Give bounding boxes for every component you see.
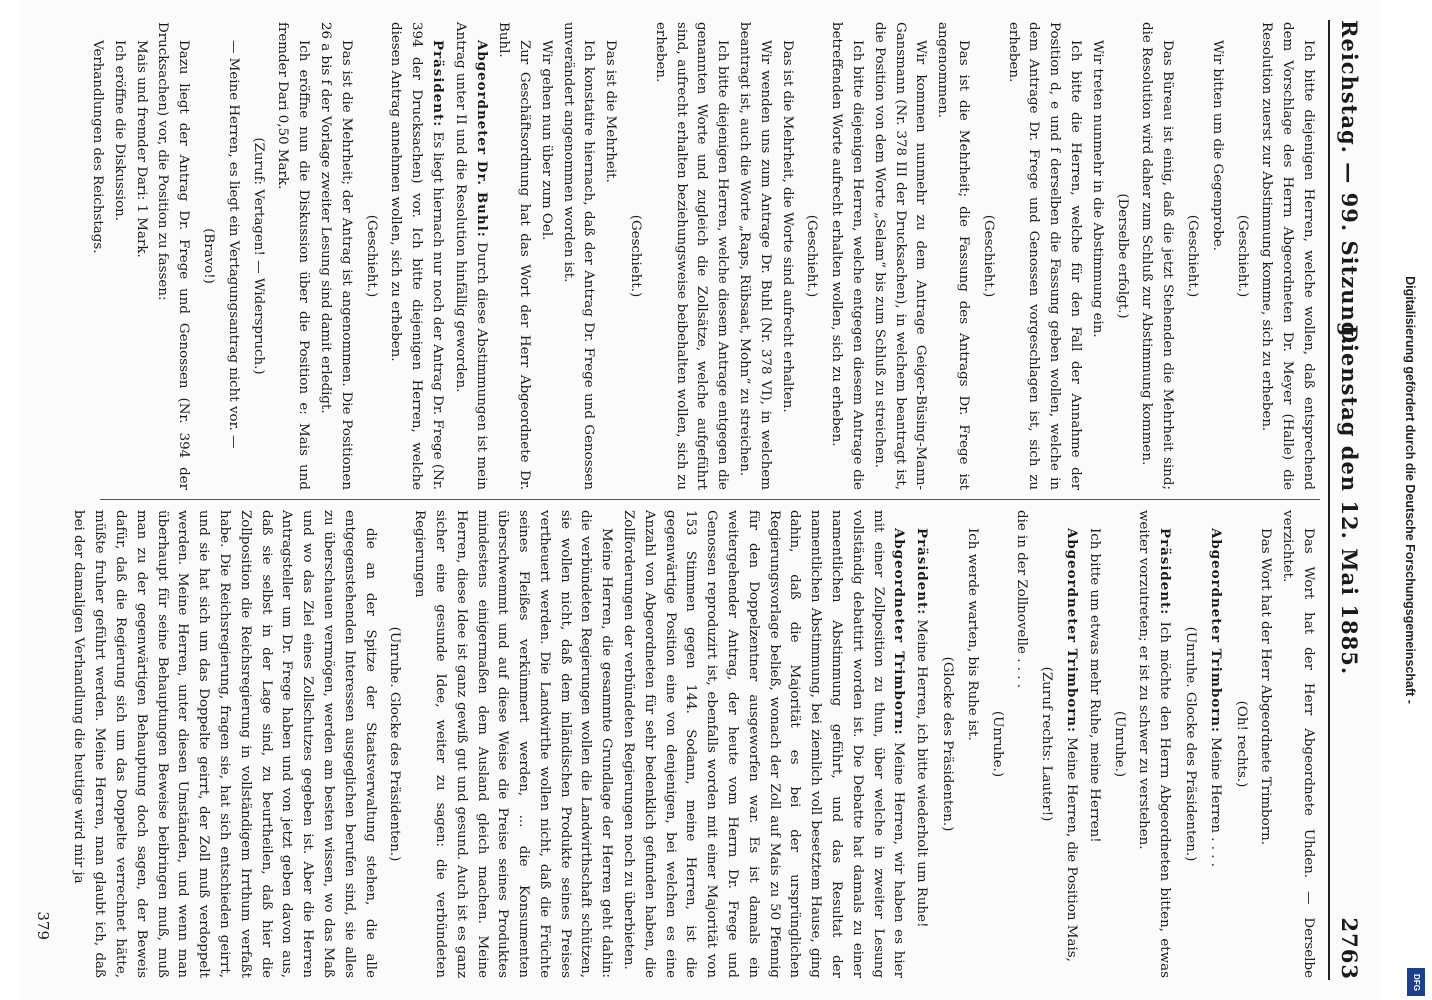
paragraph-text: Meine Herren . . . . xyxy=(1207,737,1223,867)
paragraph-text: Wir bitten um die Gegenprobe. xyxy=(1209,40,1225,252)
paragraph-text: die an der Spitze der Staatsverwaltung stehen, die alle entgegenstehenden Interessen ausgeglichen berufen sind, sie alles zu überschauen vermögen, werden am besten wissen, wo das Maß und wo das Ziel eines Zollschutzes gegeben ist. Aber die Herren Antragsteller um Dr. Frege haben und von jetzt geben davon aus, daß sie selbst in der Lage sind, zu beurtheilen, daß hier die Zollposition die Reichsregierung in vollständigem Irrthum verfaßt habe. Die Reichsregierung, fragen sie, hat sich entschieden geirrt, und sie hat sich um das Doppelte geirrt, der Zoll muß verdoppelt werden. Meine Herren, unter diesen Umständen, und wenn man überhaupt für seine Behauptungen Beweise beibringen muß, muß man zu der gegenwärtigen Behauptung doch sagen, der Beweis dafür, daß die Regierung sich um das Doppelte verrechnet hätte, müßte fruher geführt werden. Meine Herren, man glaubt ich, daß bei der damaligen Verhandlung die heutige wird mir ja xyxy=(71,510,378,978)
paragraph-text: (Geschieht.) xyxy=(628,214,644,298)
paragraph xyxy=(1011,510,1032,978)
paragraph-text: (Geschieht.) xyxy=(1234,214,1250,298)
paragraph-text: (Geschieht.) xyxy=(363,214,379,298)
paragraph xyxy=(1276,510,1318,978)
paragraph-text: Zur Geschäftsordnung hat das Wort der Herr Abgeordnete Dr. Buhl. xyxy=(496,22,533,490)
stage-direction xyxy=(1108,510,1129,978)
paragraph xyxy=(825,22,867,490)
paragraph xyxy=(535,22,556,490)
paragraph xyxy=(130,22,151,490)
paragraph-text: (Zuruf rechts: Lauter!) xyxy=(1039,666,1055,822)
stage-direction xyxy=(1230,510,1251,978)
paragraph-text: Ich bitte um etwas mehr Ruhe, meine Herren! xyxy=(1086,528,1102,843)
newspaper-page xyxy=(20,0,1380,1000)
paragraph xyxy=(493,22,535,490)
paragraph xyxy=(108,22,129,490)
paragraph-text: (Unruhe. Glocke des Präsidenten.) xyxy=(387,626,403,862)
speaker-name: Präsident: xyxy=(914,528,931,616)
paragraph xyxy=(86,22,107,490)
paragraph-text: die in der Zollnovelle . . . . xyxy=(1014,510,1030,689)
paragraph-text: Ich möchte den Herrn Abgeordneten bitten, etwas weiter vorzutreten; er ist zu schwer zu verstehen. xyxy=(1136,510,1173,978)
paragraph-text: Meine Herren, wir haben es hier mit einer Zollposition zu thun, über welche in zweiter Lesung vollständig debattirt worden ist. Die Debatte hat damals zu einer namentlichen Abstimmung geführt, und das Resultat der namentlichen Abstimmung, bei ziemlich voll besetztem Hause, ging dahin, daß die Majorität es bei der ursprünglichen Regierungsvorlage beließ, wonach der Zoll auf Mais zu 50 Pfennig für den Doppelzentner ausgeworfen war. Es ist damals ein weitergehender Antrag, der heute vom Herrn Dr. Frege und Genossen reproduzirt ist, ebenfalls worden mit einer Majorität von 153 Stimmen gegen 144. Sodann, meine Herren, ist die gegenwärtige Position eine von denjenigen, bei welchen es eine Anzahl von Abgeordneten für sehr bedenklich gefunden haben, die Zollforderungen der verbündeten Regierungen noch zu überbieten. xyxy=(621,510,907,978)
paragraph-text: Ich konstatire hiernach, daß der Antrag Dr. Frege und Genossen unverändert angenommen worden ist. xyxy=(560,22,597,490)
speaker-name: Abgeordneter Trimborn: xyxy=(891,528,908,736)
paragraph xyxy=(68,510,380,978)
stage-direction xyxy=(247,22,268,490)
paragraph xyxy=(557,22,599,490)
paragraph-text: Wir kommen nunmehr zu dem Antrage Geiger-Büsing-Mann-Gansmann (Nr. 378 III der Drucksachen), in welchem beantragt ist, die Position von dem Worte „Selam“ bis zum Schluß zu streichen. xyxy=(871,22,929,490)
stage-direction xyxy=(1035,510,1056,978)
header-left: Reichstag. — 99. Sitzung. xyxy=(1337,20,1362,346)
paragraph xyxy=(1133,510,1176,978)
stage-direction xyxy=(801,22,822,490)
paragraph xyxy=(910,510,932,978)
paragraph-text: Das ist die Mehrheit, die Worte sind aufrecht erhalten. xyxy=(779,40,795,413)
paragraph-text: (Oh! rechts.) xyxy=(1233,700,1249,788)
paragraph-text: Das Wort hat der Herr Abgeordnete Trimborn. xyxy=(1258,528,1274,845)
paragraph xyxy=(1086,22,1107,490)
paragraph xyxy=(1256,22,1318,490)
paragraph-text: Das ist die Mehrheit; die Fassung des Antrags Dr. Frege ist angenommen. xyxy=(935,22,972,490)
paragraph xyxy=(868,22,930,490)
paragraph xyxy=(649,22,732,490)
paragraph xyxy=(385,22,448,490)
paragraph-text: Es liegt hiernach nur noch der Antrag Dr. Frege (Nr. 394 der Drucksachen) vor. Ich bitte diejenigen Herren, welche diesen Antrag annehmen wollen, sich zu erheben. xyxy=(388,22,445,491)
paragraph-text: (Geschieht.) xyxy=(980,214,996,298)
paragraph xyxy=(272,22,314,490)
paragraph-text: (Derselbe erfolgt.) xyxy=(1114,193,1130,319)
left-column xyxy=(85,22,1318,490)
paragraph xyxy=(931,22,973,490)
paragraph-text: (Glocke des Präsidenten.) xyxy=(940,656,956,832)
paragraph-text: Durch diese Abstimmungen ist mein Antrag unter II und die Resolution hinfällig geworden. xyxy=(452,22,489,490)
speaker-name: Abgeordneter Trimborn: xyxy=(1064,528,1081,733)
credit-text: Digitalisierung gefördert durch die Deutsche Forschungsgemeinschaft - xyxy=(1403,276,1417,704)
paragraph-text: Verhandlungen des Reichstags. xyxy=(89,40,105,254)
header-rule xyxy=(1328,20,1330,980)
dfg-logo-text: DFG xyxy=(1411,973,1421,991)
stage-direction xyxy=(1231,22,1252,490)
paragraph-text: — Meine Herren, es liegt ein Vertagungsantrag nicht vor. — xyxy=(225,40,241,449)
paragraph-text: Meine Herren, die Position Mais, xyxy=(1064,737,1080,962)
paragraph-text: Wir gehen nun über zum Oel. xyxy=(538,40,554,241)
stage-direction xyxy=(360,22,381,490)
paragraph xyxy=(1206,22,1227,490)
paragraph xyxy=(776,22,797,490)
paragraph-text: (Unruhe.) xyxy=(989,710,1005,778)
paragraph-text: Wir wenden uns zum Antrage Dr. Buhl (Nr. 378 VI), in welchem beantragt ist, auch die Worte „Raps, Rübsaat, Mohn“ zu streichen. xyxy=(737,22,773,490)
paragraph-text: Meine Herren, die gesammte Grundlage der Herren geht dahin: die verbündeten Regierungen wollen die Landwirthschaft schützen, sie wollen nicht, daß dem inländischen Produkte seines Preises vertheuert werden. Die Landwirthe wollen nicht, daß die Früchte seines Fleißes verkümmert werden, ... die Konsumenten überschwemmt und auf diese Weise die Preise seines Produktes mindestens einigermaßen dem Ausland gleich machen. Meine Herren, diese Idee ist ganz gewiß gut und gesund. Auch ist es ganz sicher eine gesunde Idee, weiter zu sagen: die verbündeten Regierungen xyxy=(412,510,615,978)
paragraph-text: Ich eröffne die Diskussion. xyxy=(111,40,127,222)
stage-direction xyxy=(384,510,405,978)
speaker-name: Präsident: xyxy=(1157,528,1174,616)
paragraph xyxy=(222,22,243,490)
paragraph xyxy=(449,22,492,490)
paragraph xyxy=(1136,22,1178,490)
paragraph-text: Das ist die Mehrheit; der Antrag ist angenommen. Die Positionen 26 a bis f der Vorlage zweiter Lesung sind damit erledigt. xyxy=(317,22,354,490)
paragraph-text: (Unruhe. Glocke des Präsidenten.) xyxy=(1183,626,1199,862)
paragraph-text: Das Büreau ist einig, daß die jetzt Stehenden die Mehrheit sind; die Resolution wird daher zum Schluß zur Abstimmung kommen. xyxy=(1139,22,1176,490)
paragraph-text: Wir treten nunmehr in die Abstimmung ein. xyxy=(1089,40,1105,338)
paragraph xyxy=(1083,510,1104,978)
paragraph xyxy=(1002,22,1085,490)
stage-direction xyxy=(197,22,218,490)
header-center: Dienstag den 12. Mai 1885. xyxy=(1337,324,1362,676)
paragraph-text: Mais und fremder Dari: 1 Mark. xyxy=(133,40,149,258)
paragraph xyxy=(961,510,982,978)
column-divider xyxy=(100,499,1320,500)
paragraph xyxy=(152,22,194,490)
stage-direction xyxy=(1111,22,1132,490)
paragraph xyxy=(1255,510,1276,978)
stage-direction xyxy=(624,22,645,490)
paragraph-text: Meine Herren, ich bitte wiederholt um Ruhe! xyxy=(914,619,930,928)
paragraph xyxy=(600,22,621,490)
paragraph xyxy=(408,510,616,978)
paragraph-text: Ich bitte die Herren, welche für den Fall der Annahme der Position d, e und f derselben die Fassung geben wollen, welche in dem Antrage Dr. Frege und Genossen vorgeschlagen ist, sich zu erheben. xyxy=(1005,22,1084,490)
stage-direction xyxy=(936,510,957,978)
stage-direction xyxy=(1179,510,1200,978)
right-column xyxy=(67,510,1318,978)
paragraph xyxy=(314,22,356,490)
dfg-logo xyxy=(1407,968,1425,996)
paragraph-text: Ich bitte diejenigen Herren, welche diesem Antrage entgegen die genannten Worte und zugleich die Zollsätze, welche aufgeführt sind, aufrecht erhalten beziehungsweise beibehalten wollen, sich zu erheben. xyxy=(652,22,731,490)
paragraph-text: Ich bitte diejenigen Herren, welche entgegen diesem Antrage die betreffenden Worte aufrecht erhalten wollen, sich zu erheben. xyxy=(829,22,866,490)
speaker-name: Präsident: xyxy=(429,40,446,128)
speaker-name: Abgeordneter Dr. Buhl: xyxy=(473,40,490,238)
paragraph-text: (Bravo!) xyxy=(200,228,216,284)
paragraph-text: (Unruhe.) xyxy=(1111,710,1127,778)
stage-direction xyxy=(1181,22,1202,490)
paragraph xyxy=(1204,510,1226,978)
paragraph-text: Das ist die Mehrheit. xyxy=(603,40,619,183)
paragraph xyxy=(1060,510,1082,978)
paragraph-text: Ich eröffne nun die Diskussion über die Position e: Mais und fremder Dari 0,50 Mark. xyxy=(275,22,312,490)
paragraph-text: Ich bitte diejenigen Herren, welche wollen, daß entsprechend dem Vorschlage des Herrn Abgeordneten Dr. Meyer (Halle) die Resolution zuerst zur Abstimmung komme, sich zu erheben. xyxy=(1259,22,1316,490)
stage-direction xyxy=(977,22,998,490)
paragraph-text: Dazu liegt der Antrag Dr. Frege und Genossen (Nr. 394 der Drucksachen) vor, die Position zu fassen: xyxy=(155,22,192,490)
paragraph xyxy=(617,510,909,978)
stage-direction xyxy=(986,510,1007,978)
page-header xyxy=(1332,20,1362,980)
paragraph-text: (Zuruf: Vertagen! — Widerspruch.) xyxy=(250,137,266,375)
paragraph-text: (Geschieht.) xyxy=(804,214,820,298)
paragraph-text: (Geschieht.) xyxy=(1185,214,1201,298)
paragraph xyxy=(733,22,775,490)
header-page-number: 2763 xyxy=(1337,917,1362,980)
paragraph-text: Das Wort hat der Herr Abgeordnete Uhden. — Derselbe verzichtet. xyxy=(1280,510,1316,978)
paragraph-text: Ich werde warten, bis Ruhe ist. xyxy=(964,528,980,741)
signature-number: 379 xyxy=(34,911,52,940)
speaker-name: Abgeordneter Trimborn: xyxy=(1207,528,1224,733)
